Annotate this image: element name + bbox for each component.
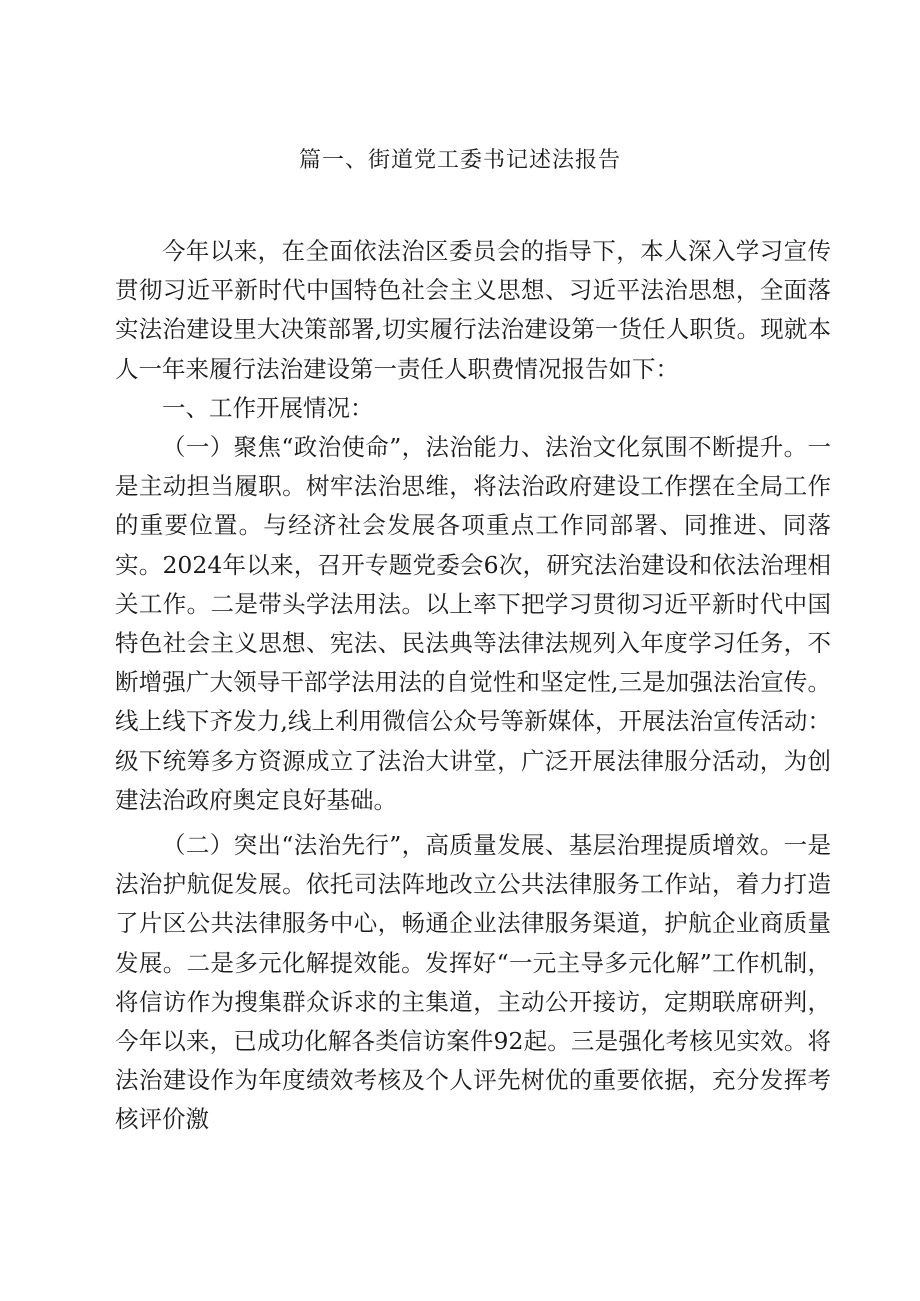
section-heading-work-status: 一、工作开展情况： [162, 393, 374, 422]
paragraph-section-2: （二）突出“法治先行”，高质量发展、基层治理提质增效。一是法治护航促发展。依托司法阵地改立公共法律服务工作站，着力打造了片区公共法律服务中心，畅通企业法律服务渠道，护航企业商质量发展。二是多元化解提效能。发挥好“一元主导多元化解”工作机制，将信访作为搜集群众诉求的主集道，主动公开接访，定期联席研判，今年以来，已成功化解各类信访案件92起。三是强化考核见实效。将法治建设作为年度绩效考核及个人评先树优的重要依据，充分发挥考核评价激 [115, 831, 831, 1134]
paragraph-section-1: （一）聚焦“政治使命”，法治能力、法治文化氛围不断提升。一是主动担当履职。树牢法治思维，将法治政府建设工作摆在全局工作的重要位置。与经济社会发展各项重点工作同部署、同推进、同落实。2024年以来，召开专题党委会6次，研究法治建设和依法治理相关工作。二是带头学法用法。以上率下把学习贯彻习近平新时代中国特色社会主义思想、宪法、民法典等法律法规列入年度学习任务，不断增强广大领导干部学法用法的自觉性和坚定性,三是加强法治宣传。线上线下齐发力,线上利用微信公众号等新媒体，开展法治宣传活动：级下统筹多方资源成立了法治大讲堂，广泛开展法律服分活动，为创建法治政府奥定良好基础。 [115, 433, 831, 814]
document-title: 篇一、街道党工委书记述法报告 [298, 148, 621, 173]
document-body [115, 232, 831, 1140]
paragraph-intro: 今年以来，在全面依法治区委员会的指导下，本人深入学习宣传贯彻习近平新时代中国特色社会主义思想、习近平法治思想，全面落实法治建设里大决策部署,切实履行法治建设第一货任人职货。现就本人一年来履行法治建设第一责任人职费情况报告如下： [115, 237, 831, 383]
